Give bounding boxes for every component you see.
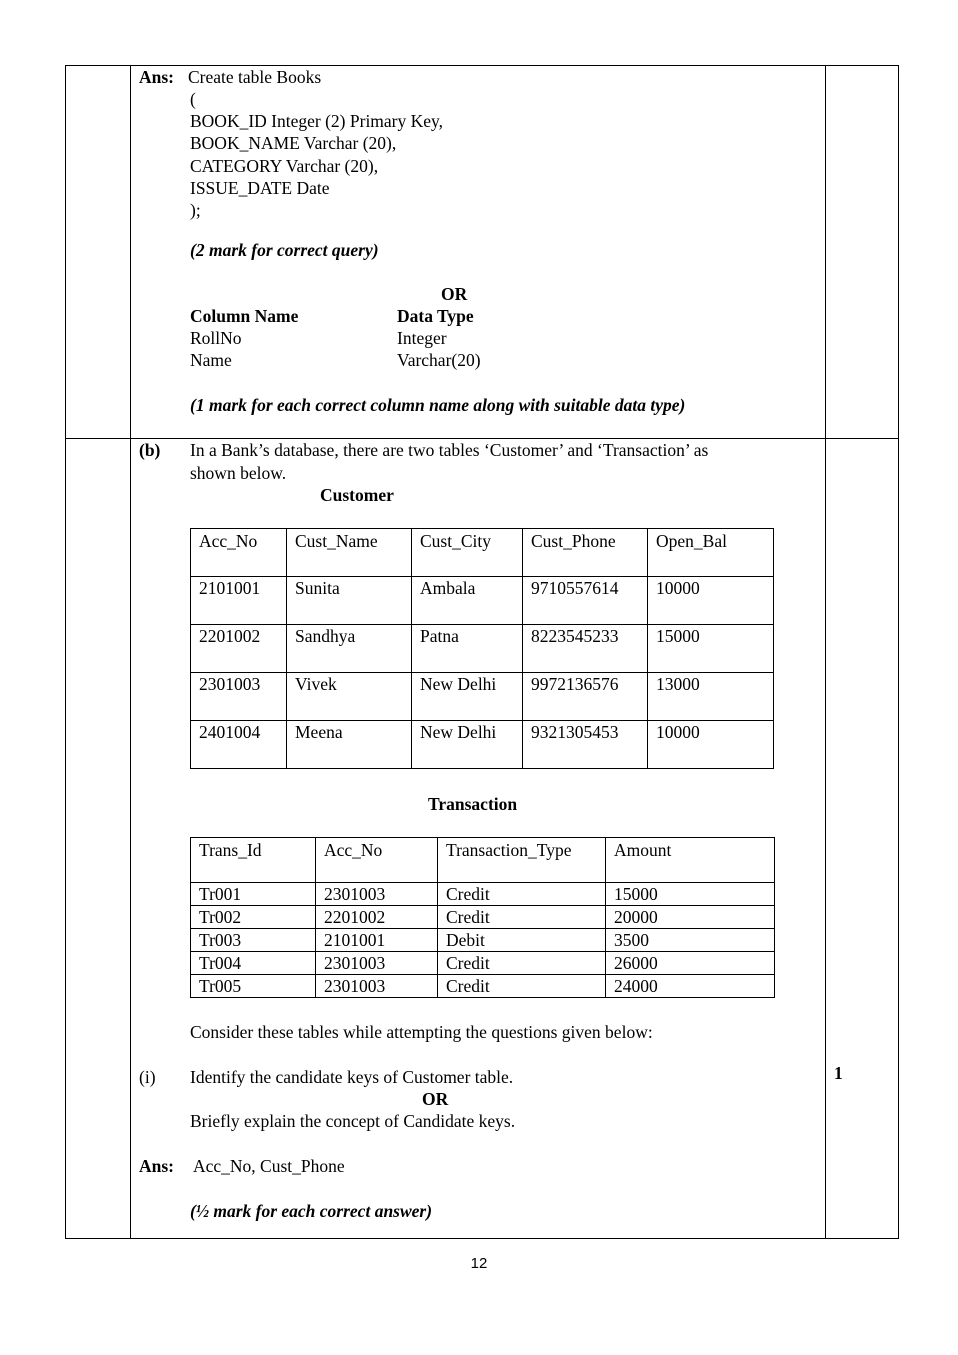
transaction-cell: Credit [438,952,606,975]
customer-header-cell: Open_Bal [648,529,774,577]
transaction-table [190,837,775,998]
customer-cell: Ambala [412,577,523,625]
transaction-row [191,906,775,929]
transaction-cell: 3500 [606,929,775,952]
customer-table-title: Customer [320,485,394,505]
customer-header-cell: Acc_No [191,529,287,577]
question-i-alt: Briefly explain the concept of Candidate keys. [190,1111,516,1131]
customer-cell: Meena [287,721,412,769]
mark-note-columns: (1 mark for each correct column name along with suitable data type) [190,395,686,415]
page-number: 12 [470,1255,488,1272]
column-type-0: Integer [397,328,447,348]
ans-text-b: Acc_No, Cust_Phone [193,1156,345,1176]
transaction-header-row [191,838,775,883]
sql-line-6: ); [190,200,201,220]
col-header-name: Column Name [190,306,299,326]
customer-cell: 2401004 [191,721,287,769]
intro-line-2: shown below. [190,463,287,483]
customer-header-cell: Cust_City [412,529,523,577]
transaction-cell: 2201002 [316,906,438,929]
transaction-row [191,929,775,952]
customer-cell: Sunita [287,577,412,625]
transaction-cell: 26000 [606,952,775,975]
transaction-table-title: Transaction [428,794,518,814]
transaction-cell: 15000 [606,883,775,906]
customer-cell: 15000 [648,625,774,673]
customer-cell: New Delhi [412,721,523,769]
transaction-row [191,975,775,998]
customer-cell: 2101001 [191,577,287,625]
transaction-cell: 2301003 [316,952,438,975]
or-label-a: OR [441,284,468,304]
transaction-cell: 24000 [606,975,775,998]
customer-row [191,577,774,625]
transaction-cell: Tr002 [191,906,316,929]
sql-line-2: BOOK_ID Integer (2) Primary Key, [190,111,444,131]
customer-row [191,721,774,769]
transaction-row [191,952,775,975]
transaction-cell: Tr004 [191,952,316,975]
transaction-header-cell: Trans_Id [191,838,316,883]
transaction-cell: Credit [438,883,606,906]
transaction-row [191,883,775,906]
mark-note-b: (½ mark for each correct answer) [190,1201,433,1221]
transaction-header-cell: Acc_No [316,838,438,883]
customer-cell: 9710557614 [523,577,648,625]
sql-line-3: BOOK_NAME Varchar (20), [190,133,397,153]
sql-line-0: Create table Books [188,67,322,87]
customer-row [191,625,774,673]
customer-cell: 2201002 [191,625,287,673]
transaction-header-cell: Transaction_Type [438,838,606,883]
customer-cell: Sandhya [287,625,412,673]
customer-cell: Patna [412,625,523,673]
column-name-1: Name [190,350,232,370]
sql-line-5: ISSUE_DATE Date [190,178,330,198]
customer-cell: 9972136576 [523,673,648,721]
customer-cell: New Delhi [412,673,523,721]
transaction-cell: Tr001 [191,883,316,906]
transaction-cell: Credit [438,906,606,929]
transaction-cell: Tr003 [191,929,316,952]
customer-table [190,528,774,769]
question-i-label: (i) [139,1067,156,1087]
ans-label-a: Ans: [139,67,175,87]
customer-cell: 10000 [648,721,774,769]
transaction-cell: 2301003 [316,883,438,906]
frame-col-divider-2 [825,65,826,1239]
customer-cell: 9321305453 [523,721,648,769]
sql-line-4: CATEGORY Varchar (20), [190,156,379,176]
transaction-cell: 20000 [606,906,775,929]
question-i-text: Identify the candidate keys of Customer table. [190,1067,514,1087]
transaction-header-cell: Amount [606,838,775,883]
column-type-1: Varchar(20) [397,350,481,370]
customer-cell: 10000 [648,577,774,625]
ans-label-b: Ans: [139,1156,175,1176]
question-i-marks: 1 [834,1063,843,1083]
transaction-cell: 2301003 [316,975,438,998]
transaction-cell: Tr005 [191,975,316,998]
transaction-cell: Credit [438,975,606,998]
transaction-cell: 2101001 [316,929,438,952]
customer-cell: 13000 [648,673,774,721]
column-name-0: RollNo [190,328,242,348]
col-header-type: Data Type [397,306,474,326]
question-i-or: OR [422,1089,449,1109]
frame-col-divider-1 [130,65,131,1239]
mark-note-query: (2 mark for correct query) [190,240,379,260]
customer-header-row [191,529,774,577]
frame-right-border [898,65,899,1239]
customer-header-cell: Cust_Name [287,529,412,577]
customer-cell: 2301003 [191,673,287,721]
frame-left-border [65,65,66,1239]
transaction-cell: Debit [438,929,606,952]
consider-text: Consider these tables while attempting the questions given below: [190,1022,653,1042]
customer-cell: 8223545233 [523,625,648,673]
customer-row [191,673,774,721]
customer-cell: Vivek [287,673,412,721]
part-b-label: (b) [139,440,161,460]
frame-bottom-border [65,1238,899,1239]
sql-line-1: ( [190,89,196,109]
intro-line-1: In a Bank’s database, there are two tables ‘Customer’ and ‘Transaction’ as [190,440,709,460]
customer-header-cell: Cust_Phone [523,529,648,577]
